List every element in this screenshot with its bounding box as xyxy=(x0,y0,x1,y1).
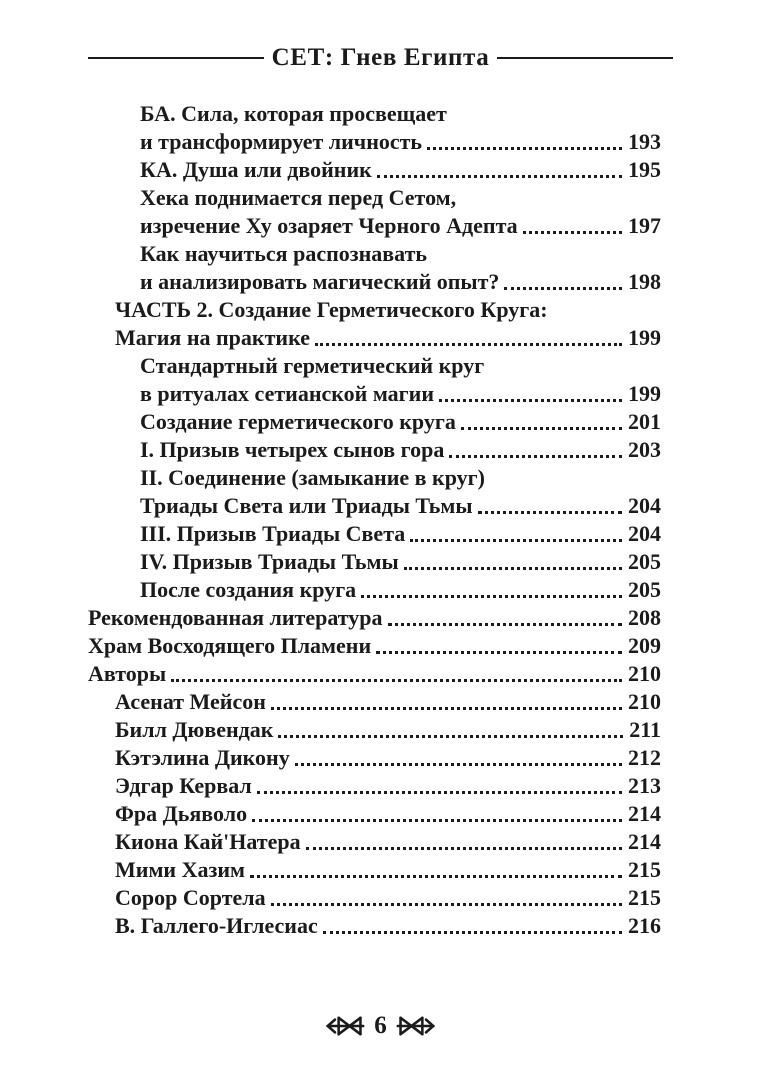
toc-page-number: 214 xyxy=(628,829,661,854)
toc-entry-text: Стандартный герметический круг xyxy=(140,353,485,378)
dot-leader xyxy=(478,511,623,514)
toc-entry-text: III. Призыв Триады Света xyxy=(140,521,406,546)
toc-entry xyxy=(88,660,661,688)
toc-line xyxy=(140,436,661,464)
dot-leader xyxy=(278,735,623,738)
toc-entry xyxy=(115,772,661,800)
dot-leader xyxy=(271,903,622,906)
toc-page-number: 216 xyxy=(628,913,661,938)
dot-leader xyxy=(171,679,622,682)
dot-leader xyxy=(315,343,622,346)
toc-page-number: 193 xyxy=(628,129,661,154)
header-rule-right xyxy=(497,57,673,60)
toc-entry-text: БА. Сила, которая просвещает xyxy=(140,101,447,126)
toc-entry-text: и трансформирует личность xyxy=(140,129,423,154)
toc-page-number: 210 xyxy=(628,689,661,714)
toc-page-number: 215 xyxy=(628,885,661,910)
toc-line xyxy=(140,492,661,520)
dot-leader xyxy=(388,623,622,626)
toc-entry xyxy=(140,240,661,296)
toc-entry-text: ЧАСТЬ 2. Создание Герметического Круга: xyxy=(115,297,548,322)
toc-entry-text: Кэтэлина Дикону xyxy=(115,745,290,770)
toc-line xyxy=(140,548,661,576)
toc-entry xyxy=(140,156,661,184)
header-rule-left xyxy=(88,57,264,60)
toc-entry-text: в ритуалах сетианской магии xyxy=(140,381,435,406)
arrow-bowtie-right-icon xyxy=(396,1015,436,1037)
toc-entry xyxy=(88,604,661,632)
toc-page-number: 212 xyxy=(628,745,661,770)
toc-entry xyxy=(140,436,661,464)
toc-entry xyxy=(115,744,661,772)
toc-page-number: 203 xyxy=(628,437,661,462)
toc-line xyxy=(115,744,661,772)
toc-page-number: 198 xyxy=(628,269,661,294)
toc-entry-text: Эдгар Кервал xyxy=(115,773,252,798)
dot-leader xyxy=(271,707,622,710)
toc-line xyxy=(115,912,661,940)
toc-entry-text: Авторы xyxy=(88,661,167,686)
toc-line xyxy=(140,520,661,548)
dot-leader xyxy=(410,539,622,542)
toc-line xyxy=(115,688,661,716)
toc-line xyxy=(140,268,661,296)
toc-entry-text: Рекомендованная литература xyxy=(88,605,383,630)
toc-line xyxy=(140,408,661,436)
toc-line xyxy=(115,800,661,828)
toc-entry xyxy=(140,408,661,436)
dot-leader xyxy=(439,399,622,402)
toc-entry xyxy=(140,548,661,576)
dot-leader xyxy=(427,147,622,150)
toc-page-number: 215 xyxy=(628,857,661,882)
dot-leader xyxy=(523,231,622,234)
toc-line xyxy=(88,604,661,632)
dot-leader xyxy=(461,427,622,430)
toc-line xyxy=(115,324,661,352)
toc-line xyxy=(140,352,661,380)
toc-page-number: 199 xyxy=(628,381,661,406)
toc-line xyxy=(140,464,661,492)
dot-leader xyxy=(377,175,622,178)
toc-entry xyxy=(88,632,661,660)
toc-line xyxy=(140,212,661,240)
toc-line xyxy=(140,184,661,212)
toc-page-number: 201 xyxy=(628,409,661,434)
toc-entry xyxy=(140,464,661,520)
toc-entry xyxy=(115,296,661,352)
toc-entry-text: Как научиться распознавать xyxy=(140,241,428,266)
toc-line xyxy=(140,576,661,604)
dot-leader xyxy=(295,763,622,766)
toc-page-number: 195 xyxy=(628,157,661,182)
toc-entry-text: Асенат Мейсон xyxy=(115,689,266,714)
toc-page-number: 197 xyxy=(628,213,661,238)
toc-entry-text: Сорор Сортела xyxy=(115,885,266,910)
toc-page-number: 205 xyxy=(628,549,661,574)
dot-leader xyxy=(504,287,622,290)
toc-page-number: 205 xyxy=(628,577,661,602)
dot-leader xyxy=(306,847,622,850)
toc-entry xyxy=(140,100,661,156)
toc-entry-text: Создание герметического круга xyxy=(140,409,456,434)
toc-entry xyxy=(115,716,661,744)
dot-leader xyxy=(404,567,622,570)
toc-entry-text: IV. Призыв Триады Тьмы xyxy=(140,549,399,574)
toc-page-number: 204 xyxy=(628,521,661,546)
toc-entry-text: Магия на практике xyxy=(115,325,310,350)
toc-entry-text: Мими Хазим xyxy=(115,857,245,882)
toc-page-number: 211 xyxy=(629,717,661,742)
toc-line xyxy=(115,716,661,744)
toc-page-number: 204 xyxy=(628,493,661,518)
toc-page-number: 199 xyxy=(628,325,661,350)
dot-leader xyxy=(323,931,622,934)
toc-line xyxy=(140,156,661,184)
toc-page-number: 208 xyxy=(628,605,661,630)
toc-line xyxy=(140,380,661,408)
dot-leader xyxy=(376,651,622,654)
dot-leader xyxy=(252,819,622,822)
toc-entry-text: В. Галлего-Иглесиас xyxy=(115,913,318,938)
toc-entry-text: Триады Света или Триады Тьмы xyxy=(140,493,473,518)
toc-entry xyxy=(115,912,661,940)
toc-entry xyxy=(115,828,661,856)
toc-entry xyxy=(115,800,661,828)
toc-entry-text: и анализировать магический опыт? xyxy=(140,269,500,294)
toc-line xyxy=(88,632,661,660)
dot-leader xyxy=(257,791,622,794)
toc-entry-text: Хека поднимается перед Сетом, xyxy=(140,185,457,210)
dot-leader xyxy=(361,595,622,598)
page-footer xyxy=(0,1013,761,1038)
toc-entry-text: Храм Восходящего Пламени xyxy=(88,633,372,658)
arrow-bowtie-left-icon xyxy=(325,1015,365,1037)
toc-line xyxy=(140,240,661,268)
toc-page-number: 209 xyxy=(628,633,661,658)
table-of-contents xyxy=(88,100,661,940)
toc-entry-text: I. Призыв четырех сынов гора xyxy=(140,437,445,462)
toc-line xyxy=(115,856,661,884)
toc-entry xyxy=(140,520,661,548)
toc-line xyxy=(140,128,661,156)
toc-entry xyxy=(140,352,661,408)
toc-entry-text: КА. Душа или двойник xyxy=(140,157,372,182)
toc-entry-text: II. Соединение (замыкание в круг) xyxy=(140,465,485,490)
toc-entry-text: Киона Кай'Натера xyxy=(115,829,301,854)
toc-line xyxy=(115,296,661,324)
toc-entry-text: Фра Дьяволо xyxy=(115,801,248,826)
toc-page-number: 214 xyxy=(628,801,661,826)
dot-leader xyxy=(250,875,622,878)
running-header xyxy=(88,44,673,72)
folio-page-number: 6 xyxy=(374,1012,387,1039)
toc-line xyxy=(115,884,661,912)
toc-entry xyxy=(140,184,661,240)
toc-entry xyxy=(115,856,661,884)
toc-line xyxy=(115,772,661,800)
toc-entry xyxy=(115,884,661,912)
toc-entry-text: изречение Ху озаряет Черного Адепта xyxy=(140,213,518,238)
toc-page-number: 213 xyxy=(628,773,661,798)
toc-entry xyxy=(115,688,661,716)
toc-line xyxy=(115,828,661,856)
book-title: СЕТ: Гнев Египта xyxy=(271,44,490,71)
toc-entry-text: Билл Дювендак xyxy=(115,717,274,742)
toc-page-number: 210 xyxy=(628,661,661,686)
toc-line xyxy=(88,660,661,688)
dot-leader xyxy=(449,455,622,458)
toc-line xyxy=(140,100,661,128)
toc-entry-text: После создания круга xyxy=(140,577,357,602)
toc-entry xyxy=(140,576,661,604)
